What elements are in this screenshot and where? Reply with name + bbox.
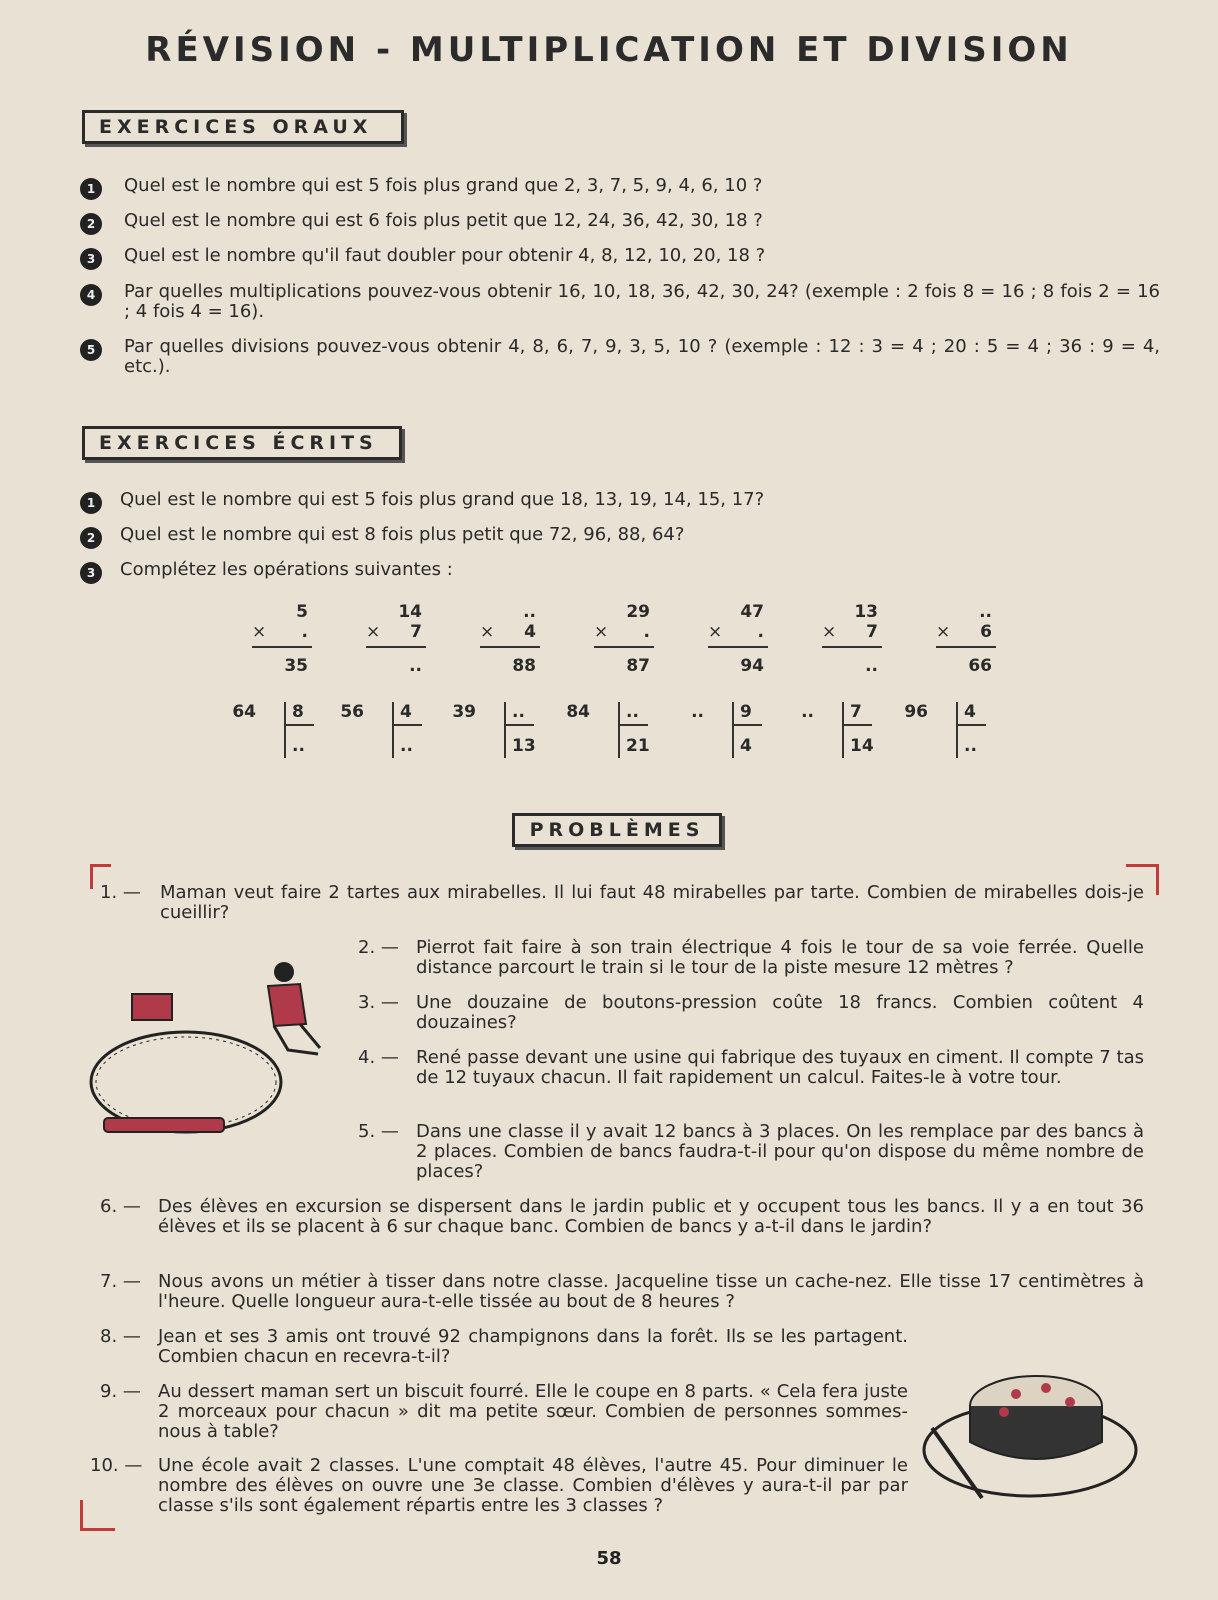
multiplier: 6 [980,622,992,642]
multiplicand: 14 [398,602,422,622]
division-vertical-bar [618,702,620,758]
problem-item [358,1048,1144,1110]
multiplication-exercise [480,602,540,682]
multiplier: 7 [866,622,878,642]
division-exercise [226,702,316,766]
division-exercise [674,702,764,766]
problem-text: Maman veut faire 2 tartes aux mirabelles. Il lui faut 48 mirabelles par tarte. Combien de mirabelles dois-je cueillir? [160,882,1144,923]
result-line [594,646,654,648]
quotient: .. [292,736,305,756]
dividend: 96 [904,702,928,722]
problem-item [100,1327,908,1369]
written-item-number: 1 [80,492,102,514]
problem-item [90,1456,908,1518]
division-exercise [898,702,988,766]
result-line [366,646,426,648]
division-vertical-bar [732,702,734,758]
multiplicand: .. [523,602,536,622]
oral-item [80,211,1160,235]
problem-text: Une douzaine de boutons-pression coûte 18 francs. Combien coûtent 4 douzaines? [416,992,1144,1033]
division-vertical-bar [392,702,394,758]
problem-text: Une école avait 2 classes. L'une comptait 48 élèves, l'autre 45. Pour diminuer le nombre des élèves on ouvre une 3e classe. Combien d'élèves y aura-t-il par par classe s'ils sont également répartis entre les 3 classes ? [158,1455,908,1516]
divisor: .. [626,702,639,722]
written-item-number: 2 [80,527,102,549]
oral-item-number: 4 [80,284,102,306]
product: 35 [284,656,308,676]
oral-heading: EXERCICES ORAUX [82,110,404,144]
written-item [80,490,1160,514]
division-exercise [446,702,536,766]
cake-side-icon [970,1406,1102,1459]
division-horizontal-bar [504,724,534,726]
oral-item-number: 3 [80,248,102,270]
divisor: 7 [850,702,862,722]
problem-number: 3. — [358,992,399,1013]
page-number: 58 [596,1548,622,1569]
dividend: 56 [340,702,364,722]
divisor: .. [512,702,525,722]
written-item-text: Quel est le nombre qui est 5 fois plus grand que 18, 13, 19, 14, 15, 17? [120,489,765,510]
multiplier: . [301,622,308,642]
page-title: RÉVISION - MULTIPLICATION ET DIVISION [145,30,1073,70]
division-vertical-bar [504,702,506,758]
result-line [822,646,882,648]
division-vertical-bar [842,702,844,758]
oral-item [80,337,1160,381]
dividend: .. [801,702,814,722]
cake-illustration [912,1358,1138,1508]
problem-item [100,1197,1144,1259]
problem-text: Des élèves en excursion se dispersent dans le jardin public et y occupent tous les bancs. Il y a en tout 36 élèves et ils se placent à 6 sur chaque banc. Combien de bancs y a-t-il dans le jardin? [158,1196,1144,1237]
problem-number: 7. — [100,1271,141,1292]
division-vertical-bar [284,702,286,758]
multiplicand: 29 [626,602,650,622]
problem-item [358,938,1144,980]
oral-item-text: Quel est le nombre qu'il faut doubler pour obtenir 4, 8, 12, 10, 20, 18 ? [124,245,766,266]
result-line [936,646,996,648]
quotient: 14 [850,736,874,756]
written-item-text: Complétez les opérations suivantes : [120,559,453,580]
problem-text: Pierrot fait faire à son train électrique 4 fois le tour de sa voie ferrée. Quelle distance parcourt le train si le tour de la piste mesure 12 mètres ? [416,937,1144,978]
multiplication-exercise [936,602,996,682]
dividend: 64 [232,702,256,722]
division-horizontal-bar [284,724,314,726]
times-sign: × [708,622,723,642]
multiplicand: .. [979,602,992,622]
product: .. [409,656,422,676]
division-horizontal-bar [618,724,648,726]
quotient: 4 [740,736,752,756]
divisor: 4 [964,702,976,722]
problem-number: 4. — [358,1047,399,1068]
oral-item-number: 5 [80,339,102,361]
dividend: 39 [452,702,476,722]
product: .. [865,656,878,676]
division-horizontal-bar [392,724,422,726]
problem-text: Au dessert maman sert un biscuit fourré. Elle le coupe en 8 parts. « Cela fera juste 2 morceaux pour chacun » dit ma petite sœur. Combien de personnes sommes-nous à table? [158,1381,908,1442]
oral-item-number: 2 [80,213,102,235]
problem-number: 5. — [358,1121,399,1142]
multiplicand: 5 [296,602,308,622]
times-sign: × [822,622,837,642]
problem-number: 1. — [100,882,141,903]
oral-item-text: Par quelles divisions pouvez-vous obtenir 4, 8, 6, 7, 9, 3, 5, 10 ? (exemple : 12 : 3 = 4 ; 20 : 5 = 4 ; 36 : 9 = 4, etc.). [124,336,1160,377]
multiplication-exercise [252,602,312,682]
multiplier: 7 [410,622,422,642]
quotient: 13 [512,736,536,756]
boy-legs-icon [274,1024,320,1054]
multiplication-exercise [366,602,426,682]
division-horizontal-bar [732,724,762,726]
result-line [252,646,312,648]
problem-number: 2. — [358,937,399,958]
cherry-icon [1011,1389,1021,1399]
division-exercise [334,702,424,766]
divisor: 8 [292,702,304,722]
multiplication-exercise [594,602,654,682]
multiplier: 4 [524,622,536,642]
divisor: 4 [400,702,412,722]
problem-item [100,883,1144,925]
oral-item-text: Quel est le nombre qui est 6 fois plus petit que 12, 24, 36, 42, 30, 18 ? [124,210,763,231]
tunnel-icon [132,994,172,1020]
track-ties [96,1037,276,1127]
boy-head-icon [274,962,294,982]
written-item-text: Quel est le nombre qui est 8 fois plus petit que 72, 96, 88, 64? [120,524,685,545]
problem-number: 8. — [100,1326,141,1347]
times-sign: × [252,622,267,642]
problems-heading: PROBLÈMES [512,813,722,847]
dividend: 84 [566,702,590,722]
boy-body-icon [268,984,306,1026]
result-line [480,646,540,648]
oral-item [80,282,1160,326]
division-vertical-bar [956,702,958,758]
dividend: .. [691,702,704,722]
oral-item-number: 1 [80,178,102,200]
train-illustration [88,954,348,1144]
division-exercise [784,702,874,766]
cherry-icon [1041,1383,1051,1393]
division-horizontal-bar [956,724,986,726]
multiplication-exercise [708,602,768,682]
problem-text: Jean et ses 3 amis ont trouvé 92 champignons dans la forêt. Ils se les partagent. Combien chacun en recevra-t-il? [158,1326,908,1367]
written-item [80,525,1160,549]
product: 94 [740,656,764,676]
problem-text: Dans une classe il y avait 12 bancs à 3 places. On les remplace par des bancs à 2 places. Combien de bancs faudra-t-il pour qu'on dispose du même nombre de places? [416,1121,1144,1182]
problem-item [358,993,1144,1035]
oral-item-text: Quel est le nombre qui est 5 fois plus grand que 2, 3, 7, 5, 9, 4, 6, 10 ? [124,175,763,196]
quotient: .. [400,736,413,756]
written-heading: EXERCICES ÉCRITS [82,426,402,460]
multiplication-exercise [822,602,882,682]
oral-item [80,246,1160,270]
oral-item-text: Par quelles multiplications pouvez-vous obtenir 16, 10, 18, 36, 42, 30, 24? (exemple : 2 fois 8 = 16 ; 8 fois 2 = 16 ; 4 fois 4 = 16). [124,281,1160,322]
times-sign: × [594,622,609,642]
problem-item [100,1272,1144,1314]
train-cars-icon [104,1118,224,1132]
division-horizontal-bar [842,724,872,726]
problem-number: 10. — [90,1455,143,1476]
problem-item [358,1122,1144,1184]
problem-text: René passe devant une usine qui fabrique des tuyaux en ciment. Il compte 7 tas de 12 tuyaux chacun. Il fait rapidement un calcul. Faites-le à votre tour. [416,1047,1144,1088]
cherry-icon [1065,1397,1075,1407]
problem-number: 9. — [100,1381,141,1402]
product: 88 [512,656,536,676]
quotient: .. [964,736,977,756]
oral-item [80,176,1160,200]
times-sign: × [936,622,951,642]
result-line [708,646,768,648]
times-sign: × [480,622,495,642]
problem-number: 6. — [100,1196,141,1217]
times-sign: × [366,622,381,642]
written-item-number: 3 [80,562,102,584]
product: 87 [626,656,650,676]
product: 66 [968,656,992,676]
multiplicand: 13 [854,602,878,622]
quotient: 21 [626,736,650,756]
written-item [80,560,1160,584]
divisor: 9 [740,702,752,722]
multiplier: . [643,622,650,642]
cherry-icon [999,1407,1009,1417]
multiplier: . [757,622,764,642]
multiplicand: 47 [740,602,764,622]
division-exercise [560,702,650,766]
problem-item [100,1382,908,1444]
problem-text: Nous avons un métier à tisser dans notre classe. Jacqueline tisse un cache-nez. Elle tisse 17 centimètres à l'heure. Quelle longueur aura-t-elle tissée au bout de 8 heures ? [158,1271,1144,1312]
